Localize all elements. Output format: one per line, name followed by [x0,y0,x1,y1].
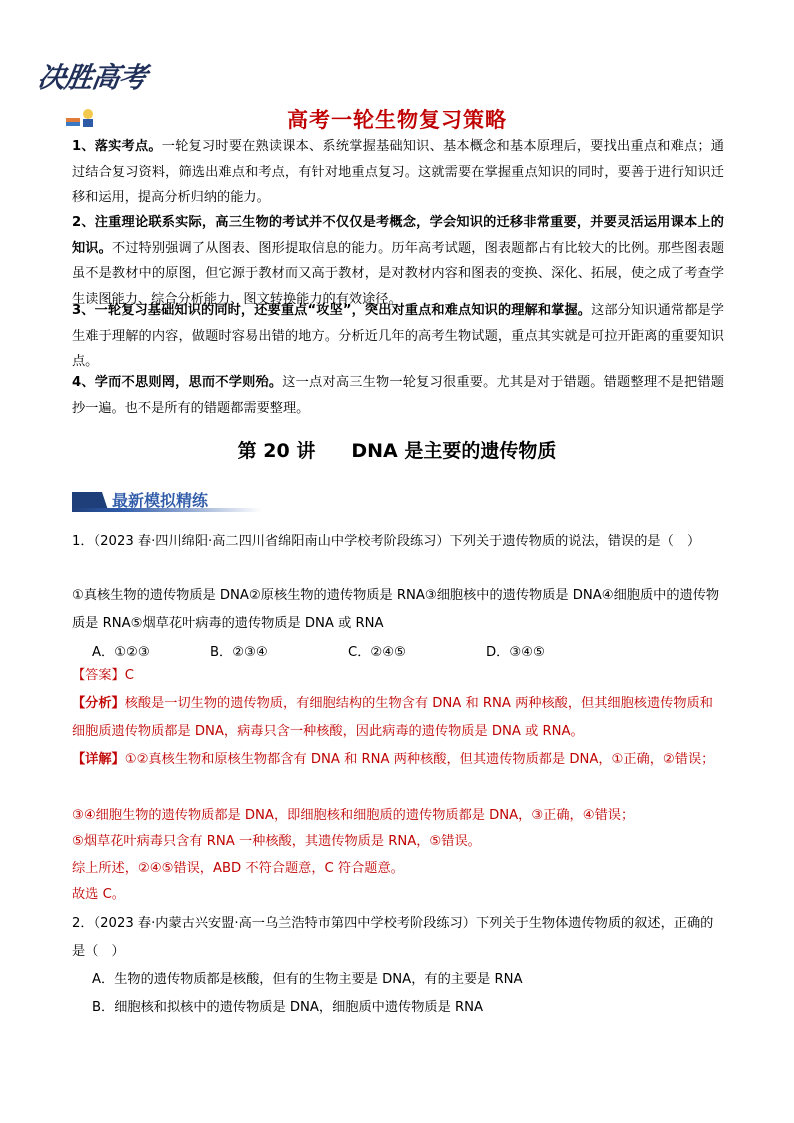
lecture-name: DNA 是主要的遗传物质 [351,440,557,462]
question-1-option-c: C．②④⑤ [348,645,406,660]
detail-label: 【详解】 [72,752,125,767]
question-1-option-d: D．③④⑤ [486,645,545,660]
question-1-stem: 1．（2023 春·四川绵阳·高二四川省绵阳南山中学校考阶段练习）下列关于遗传物质的说法，错误的是（ ） [72,534,701,549]
strategy-item-3 [72,298,724,375]
section-title: 最新模拟精练 [112,491,209,510]
strategy-item-1 [72,134,724,211]
strategy-item-2 [72,210,724,312]
strategy-item-4 [72,370,724,421]
section-header [72,486,262,514]
question-1-answer: 【答案】C [72,668,134,683]
strategy-body: 这一点对高三生物一轮复习很重要。尤其是对于错题。错题整理不是把错题抄一遍。也不是所有的错题都需要整理。 [72,375,724,416]
strategy-head: 2、注重理论联系实际，高三生物的考试并不仅仅是考概念，学会知识的迁移非常重要，并要灵活运用课本上的知识。 [72,215,724,256]
lecture-title [0,436,794,463]
detail-text: ①②真核生物和原核生物都含有 DNA 和 RNA 两种核酸，但其遗传物质都是 DNA，①正确，②错误； [124,752,715,767]
question-2-stem: 2．（2023 春·内蒙古兴安盟·高一乌兰浩特市第四中学校考阶段练习）下列关于生物体遗传物质的叙述，正确的是（ ） [72,916,714,959]
question-1-detail-3: ⑤烟草花叶病毒只含有 RNA 一种核酸，其遗传物质是 RNA，⑤错误。 [72,834,481,849]
question-1-option-a: A．①②③ [92,645,150,660]
analysis-label: 【分析】 [72,696,125,711]
question-1-choice: 故选 C。 [72,887,125,902]
strategy-head: 1、落实考点。 [72,139,162,154]
question-2-option-a: A．生物的遗传物质都是核酸，但有的生物主要是 DNA，有的主要是 RNA [92,972,523,987]
question-1-option-b: B．②③④ [210,645,268,660]
strategy-body: 这部分知识通常都是学生难于理解的内容，做题时容易出错的地方。分析近几年的高考生物试题，重点其实就是可拉开距离的重要知识点。 [72,303,724,369]
question-2-option-b: B．细胞核和拟核中的遗传物质是 DNA，细胞质中遗传物质是 RNA [92,1000,484,1015]
strategy-head: 3、一轮复习基础知识的同时，还要重点“攻坚”，突出对重点和难点知识的理解和掌握。 [72,303,592,318]
lecture-number: 第 20 讲 [237,440,316,462]
page-title: 高考一轮生物复习策略 [287,108,507,132]
logo-text: 决胜高考 [35,61,149,94]
question-1-statements: ①真核生物的遗传物质是 DNA②原核生物的遗传物质是 RNA③细胞核中的遗传物质是 DNA④细胞质中的遗传物质是 RNA⑤烟草花叶病毒的遗传物质是 DNA 或 RNA [72,588,720,631]
analysis-text: 核酸是一切生物的遗传物质，有细胞结构的生物含有 DNA 和 RNA 两种核酸，但其细胞核遗传物质和细胞质遗传物质都是 DNA，病毒只含一种核酸，因此病毒的遗传物质是 DNA 或 RNA。 [72,696,713,739]
strategy-body: 一轮复习时要在熟读课本、系统掌握基础知识、基本概念和基本原理后，要找出重点和难点；通过结合复习资料，筛选出难点和考点，有针对地重点复习。这就需要在掌握重点知识的同时，要善于进行知识迁移和运用，提高分析归纳的能力。 [72,139,724,205]
question-1-analysis [72,690,724,746]
strategy-head: 4、学而不思则罔，思而不学则殆。 [72,375,283,390]
strategy-body: 不过特别强调了从图表、图形提取信息的能力。历年高考试题，图表题都占有比较大的比例。那些图表题虽不是教材中的原图，但它源于教材而又高于教材，是对教材内容和图表的变换、深化、拓展，使之成了考查学生读图能力、综合分析能力、图文转换能力的有效途径。 [72,240,725,307]
question-1-detail [72,746,724,774]
question-1-detail-2: ③④细胞生物的遗传物质都是 DNA，即细胞核和细胞质的遗传物质都是 DNA，③正确，④错误； [72,808,635,823]
question-1-summary: 综上所述，②④⑤错误，ABD 不符合题意，C 符合题意。 [72,861,404,876]
